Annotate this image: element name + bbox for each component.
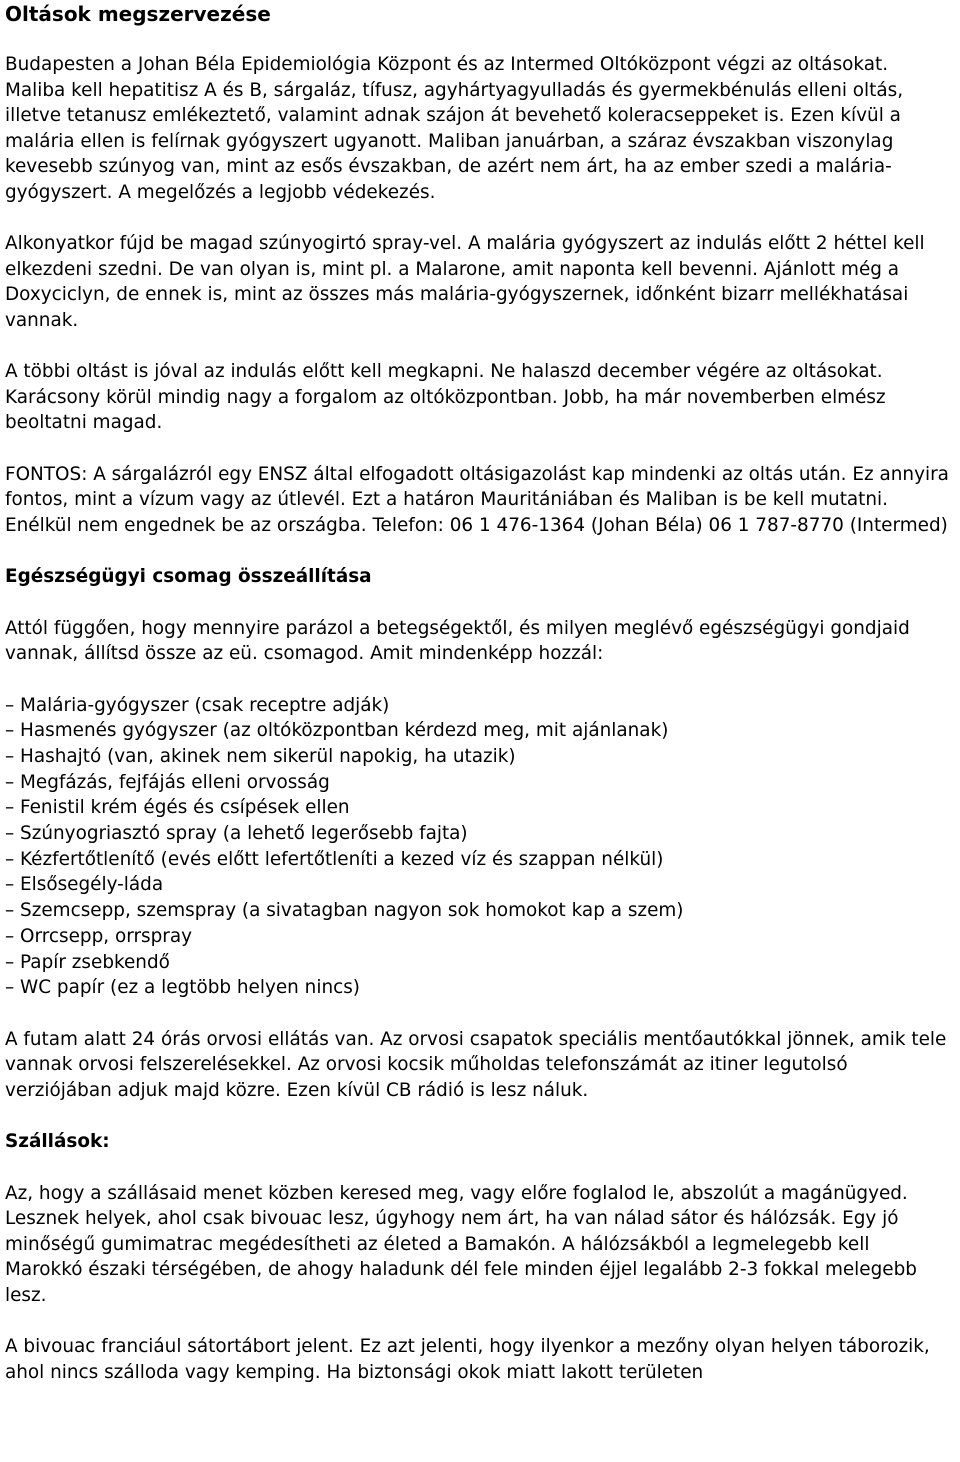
spacer bbox=[5, 333, 950, 359]
list-item: – Hasmenés gyógyszer (az oltóközpontban kérdezd meg, mit ajánlanak) bbox=[5, 720, 669, 742]
list-item: – WC papír (ez a legtöbb helyen nincs) bbox=[5, 977, 360, 999]
paragraph-other-vaccinations: A többi oltást is jóval az indulás előtt kell megkapni. Ne halaszd december végére az oltásokat. Karácsony körül mindig nagy a forgalom az oltóközpontban. Jobb, ha már novemberben elmész beoltatni magad. bbox=[5, 361, 886, 433]
list-item: – Hashajtó (van, akinek nem sikerül napokig, ha utazik) bbox=[5, 745, 516, 767]
paragraph-medical-service: A futam alatt 24 órás orvosi ellátás van. Az orvosi csapatok speciális mentőautókkal jönnek, amik tele vannak orvosi felszerelésekkel. Az orvosi kocsik műholdas telefonszámát az itiner legutolsó verziójában adjuk majd közre. Ezen kívül CB rádió is lesz náluk. bbox=[5, 1028, 947, 1101]
paragraph-vaccinations-intro: Budapesten a Johan Béla Epidemiológia Központ és az Intermed Oltóközpont végzi az oltásokat. Maliba kell hepatitisz A és B, sárgaláz, tífusz, agyhártyagyulladás és gyermekbénulás elleni oltás, illetve tetanusz emlékeztető, valamint adnak szájon át bevehető koleracseppeket is. Ezen kívül a malária ellen is felírnak gyógyszert ugyanott. Maliban januárban, a száraz évszakban viszonylag kevesebb szúnyog van, mint az esős évszakban, de azért nem árt, ha az ember szedi a malária-gyógyszert. A megelőzés a legjobb védekezés. bbox=[5, 54, 904, 203]
spacer bbox=[5, 205, 950, 231]
section-heading-health-kit: Egészségügyi csomag összeállítása bbox=[5, 566, 372, 587]
list-item: – Szúnyogriasztó spray (a lehető legerősebb fajta) bbox=[5, 823, 468, 845]
list-item: – Papír zsebkendő bbox=[5, 951, 170, 973]
spacer bbox=[5, 1308, 950, 1334]
spacer bbox=[5, 590, 950, 616]
spacer bbox=[5, 667, 950, 693]
spacer bbox=[5, 28, 950, 52]
list-item: – Orrcsepp, orrspray bbox=[5, 925, 192, 947]
paragraph-malaria-medication: Alkonyatkor fújd be magad szúnyogirtó spray-vel. A malária gyógyszert az indulás előtt 2 héttel kell elkezdeni szedni. De van olyan is, mint pl. a Malarone, amit naponta kell bevenni. Ajánlott még a Doxyciclyn, de ennek is, mint az összes más malária-gyógyszernek, időnként bizarr mellékhatásai vannak. bbox=[5, 233, 925, 331]
spacer bbox=[5, 538, 950, 564]
paragraph-health-kit-intro: Attól függően, hogy mennyire parázol a betegségektől, és milyen meglévő egészségügyi gondjaid vannak, állítsd össze az eü. csomagod. Amit mindenképp hozzál: bbox=[5, 617, 910, 664]
list-item: – Elsősegély-láda bbox=[5, 874, 164, 896]
spacer bbox=[5, 1103, 950, 1129]
list-item: – Fenistil krém égés és csípések ellen bbox=[5, 797, 350, 819]
page-title: Oltások megszervezése bbox=[5, 2, 271, 26]
spacer bbox=[5, 1155, 950, 1181]
list-item: – Szemcsepp, szemspray (a sivatagban nagyon sok homokot kap a szem) bbox=[5, 900, 684, 922]
list-item: – Megfázás, fejfájás elleni orvosság bbox=[5, 771, 330, 793]
list-item: – Malária-gyógyszer (csak receptre adják) bbox=[5, 694, 390, 716]
paragraph-accommodation: Az, hogy a szállásaid menet közben keresed meg, vagy előre foglalod le, abszolút a magánügyed. Lesznek helyek, ahol csak bivouac lesz, úgyhogy nem árt, ha van nálad sátor és hálózsák. Egy jó minőségű gumimatrac megédesítheti az életed a Bamakón. A hálózsákból a legmelegebb kell Marokkó északi térségében, de ahogy haladunk dél fele minden éjjel legalább 2-3 fokkal melegebb lesz. bbox=[5, 1182, 917, 1306]
list-item: – Kézfertőtlenítő (evés előtt lefertőtleníti a kezed víz és szappan nélkül) bbox=[5, 848, 664, 870]
spacer bbox=[5, 1001, 950, 1027]
section-heading-accommodation: Szállások: bbox=[5, 1131, 110, 1153]
document-page bbox=[5, 0, 950, 1385]
health-kit-list bbox=[5, 693, 950, 1001]
spacer bbox=[5, 436, 950, 462]
paragraph-important-notice: FONTOS: A sárgalázról egy ENSZ által elfogadott oltásigazolást kap mindenki az oltás után. Ez annyira fontos, mint a vízum vagy az útlevél. Ezt a határon Mauritániában és Maliban is be kell mutatni. Enélkül nem engednek be az országba. Telefon: 06 1 476-1364 (Johan Béla) 06 1 787-8770 (Intermed) bbox=[5, 463, 949, 536]
paragraph-bivouac: A bivouac franciául sátortábort jelent. Ez azt jelenti, hogy ilyenkor a mezőny olyan helyen táborozik, ahol nincs szálloda vagy kemping. Ha biztonsági okok miatt lakott területen bbox=[5, 1336, 930, 1383]
